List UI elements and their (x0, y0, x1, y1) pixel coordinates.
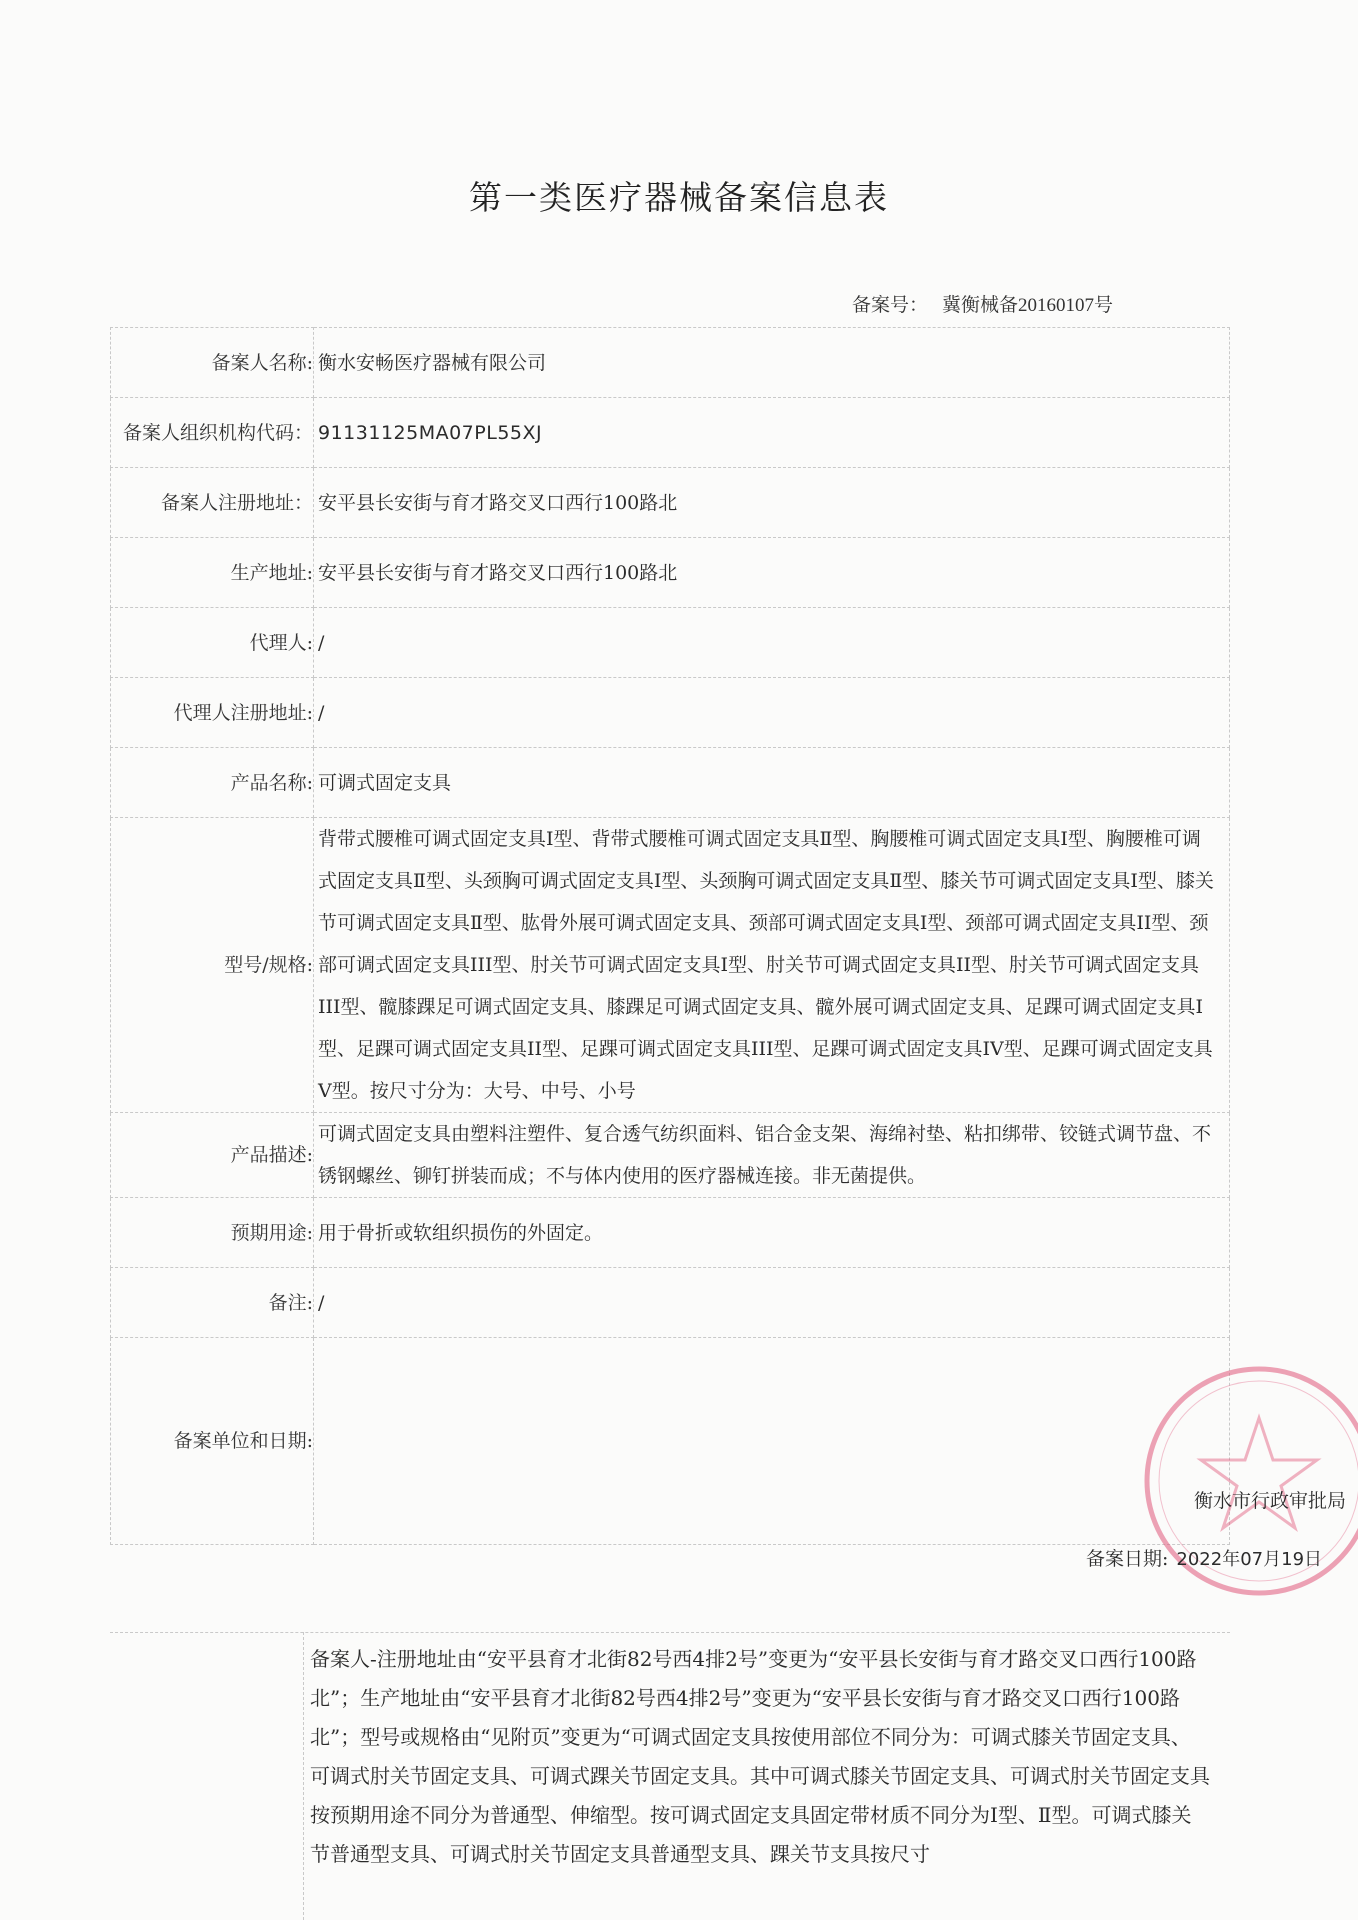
table-row (111, 748, 1230, 818)
reg-address-label: 备案人注册地址： (111, 468, 314, 538)
org-code-value: 91131125MA07PL55XJ (314, 398, 1230, 468)
change-notes: 备案人-注册地址由“安平县育才北街82号西4排2号”变更为“安平县长安街与育才路交叉口西行100路北”；生产地址由“安平县育才北街82号西4排2号”变更为“安平县长安街与育才路交叉口西行100路北”；型号或规格由“见附页”变更为“可调式固定支具按使用部位不同分为：可调式膝关节固定支具、可调式肘关节固定支具、可调式踝关节固定支具。其中可调式膝关节固定支具、可调式肘关节固定支具按预期用途不同分为普通型、伸缩型。按可调式固定支具固定带材质不同分为Ⅰ型、Ⅱ型。可调式膝关节普通型支具、可调式肘关节固定支具普通型支具、踝关节支具按尺寸 (310, 1647, 1210, 1866)
page-title: 第一类医疗器械备案信息表 (469, 178, 889, 217)
record-date-label: 备案日期: (1086, 1548, 1169, 1570)
applicant-name-value: 衡水安畅医疗器械有限公司 (314, 328, 1230, 398)
table-row (111, 398, 1230, 468)
product-name-label: 产品名称: (111, 748, 314, 818)
applicant-name-label: 备案人名称: (111, 328, 314, 398)
intended-use-label: 预期用途: (111, 1198, 314, 1268)
table-row (111, 328, 1230, 398)
record-number-label: 备案号： (852, 294, 929, 316)
table-row (111, 1198, 1230, 1268)
reg-address-value: 安平县长安街与育才路交叉口西行100路北 (314, 468, 1230, 538)
org-code-label: 备案人组织机构代码： (111, 398, 314, 468)
record-number (852, 290, 1113, 317)
table-row (111, 678, 1230, 748)
divider (110, 1632, 1230, 1633)
table-row (111, 1338, 1230, 1545)
table-row (111, 1268, 1230, 1338)
remarks-value: / (314, 1268, 1230, 1338)
record-info-table (110, 327, 1347, 1570)
record-date-value: 2022年07月19日 (1176, 1549, 1323, 1570)
description-value: 可调式固定支具由塑料注塑件、复合透气纺织面料、铝合金支架、海绵衬垫、粘扣绑带、铰链式调节盘、不锈钢螺丝、铆钉拼装而成；不与体内使用的医疗器械连接。非无菌提供。 (314, 1113, 1230, 1198)
table-row (111, 538, 1230, 608)
record-date (1086, 1538, 1322, 1581)
table-row (111, 818, 1230, 1113)
agent-address-value: / (314, 678, 1230, 748)
table-row (111, 608, 1230, 678)
approver-name: 衡水市行政审批局 (1194, 1490, 1347, 1512)
prod-address-label: 生产地址: (111, 538, 314, 608)
product-name-value: 可调式固定支具 (314, 748, 1230, 818)
record-number-value: 冀衡械备20160107号 (942, 295, 1114, 316)
signature-cell (314, 1338, 1347, 1570)
agent-value: / (314, 608, 1230, 678)
agent-label: 代理人: (111, 608, 314, 678)
unit-date-label: 备案单位和日期: (111, 1338, 314, 1545)
model-spec-label: 型号/规格: (111, 818, 314, 1113)
description-label: 产品描述: (111, 1113, 314, 1198)
intended-use-value: 用于骨折或软组织损伤的外固定。 (314, 1198, 1230, 1268)
agent-address-label: 代理人注册地址: (111, 678, 314, 748)
divider (303, 1632, 304, 1920)
table-row (111, 1113, 1230, 1198)
model-spec-value: 背带式腰椎可调式固定支具Ⅰ型、背带式腰椎可调式固定支具Ⅱ型、胸腰椎可调式固定支具Ⅰ型、胸腰椎可调式固定支具Ⅱ型、头颈胸可调式固定支具Ⅰ型、头颈胸可调式固定支具Ⅱ型、膝关节可调式固定支具Ⅰ型、膝关节可调式固定支具Ⅱ型、肱骨外展可调式固定支具、颈部可调式固定支具Ⅰ型、颈部可调式固定支具II型、颈部可调式固定支具III型、肘关节可调式固定支具I型、肘关节可调式固定支具II型、肘关节可调式固定支具III型、髋膝踝足可调式固定支具、膝踝足可调式固定支具、髋外展可调式固定支具、足踝可调式固定支具I型、足踝可调式固定支具II型、足踝可调式固定支具III型、足踝可调式固定支具IV型、足踝可调式固定支具V型。按尺寸分为：大号、中号、小号 (314, 818, 1230, 1113)
table-row (111, 468, 1230, 538)
prod-address-value: 安平县长安街与育才路交叉口西行100路北 (314, 538, 1230, 608)
remarks-label: 备注: (111, 1268, 314, 1338)
